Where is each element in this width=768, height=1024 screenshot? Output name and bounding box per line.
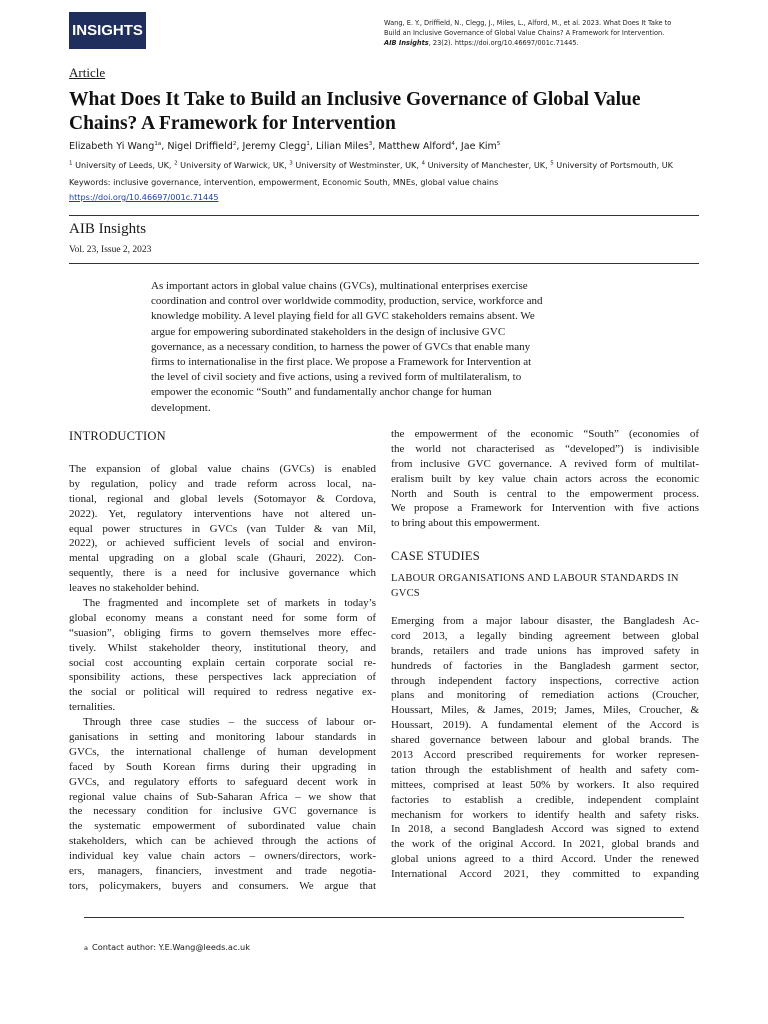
body-line: equal power structures in GVCs (van Tulder & van Mil, [69,522,376,535]
volume-issue: Vol. 23, Issue 2, 2023 [69,245,152,255]
body-line: ers, managers, financiers, investment and trade negotia- [69,865,376,878]
author-sup: 2 [232,141,237,147]
footnote [84,942,250,952]
body-line: In 2018, a second Bangladesh Accord was signed to extend [391,823,699,836]
footnote-mark: a [84,944,88,952]
affiliation: University of Manchester, UK [427,160,546,170]
body-line: stakeholders, which can be achieved through the actions of [69,835,376,848]
body-line: social cost accounting explain certain corporate social re- [69,656,376,669]
body-line: 2022). Yet, regulatory interventions have not altered un- [69,507,376,520]
article-type-label[interactable]: Article [69,65,106,80]
body-line: GVCs, and regulatory efforts to safeguard decent work in [69,775,376,788]
affiliation: University of Westminster, UK [295,160,417,170]
author-list: Elizabeth Yi Wang$^{1a}$, Nigel Driffield$^2$, Jeremy Clegg$^1$, Lilian Miles$^3$, Matthew Alford$^4$, Jae Kim$^5$ [69,141,501,153]
author: Matthew Alford [378,141,452,153]
doi-link[interactable]: https://doi.org/10.46697/001c.71445 [69,192,219,202]
body-line: 2022), or achieved sufficient levels of social and environ- [69,537,376,550]
body-line: sequently, there is a need for inclusive governance which [69,567,376,580]
keywords: Keywords: inclusive governance, intervention, empowerment, Economic South, MNEs, global value chains [69,177,499,187]
author-sup: 5 [496,141,501,147]
subheading-line: GVCS [391,588,420,599]
abstract-line: argue for empowering subordinated stakeholders in the design of inclusive GVC [151,325,506,338]
abstract-line: firms to internationalise in the first place. We propose a Framework for Intervention at [151,356,532,369]
author: Jae Kim [460,141,497,153]
body-line: tively. Whilst stakeholder theory, institutional theory, and [69,641,376,654]
body-line: hundreds of factories in the Bangladesh garment sector, [391,659,699,672]
body-line: The expansion of global value chains (GVCs) is enabled [69,463,376,475]
body-line: individual key value chain actors – owners/directors, work- [69,850,376,863]
citation-line-2: Build an Inclusive Governance of Global Value Chains? A Framework for Intervention. [384,29,665,37]
body-line: the social or political will required to redress negative ex- [69,686,376,699]
body-line: sponsibility actions, these perspectives lack appreciation of [69,671,376,684]
header-divider-bottom [69,263,699,264]
author: Lilian Miles [315,141,369,153]
left-column-body [69,462,376,894]
abstract-line: knowledge mobility. A level playing field for all GVC stakeholders remains absent. We [151,310,535,323]
header-divider [69,215,699,216]
body-line: International Accord 2021, they committed to expanding [391,868,699,881]
citation-line-3 [384,38,704,48]
abstract-line: empower the economic “South” and fundamentally anchor change for human [151,386,492,399]
body-line: tional, regional and global levels (Sotomayor & Cordova, [69,492,376,505]
body-line: factories to establish a credible, independent complaint [391,793,699,806]
abstract [151,279,621,416]
affiliation: University of Portsmouth, UK [556,160,673,170]
abstract-line: governance, as a necessary condition, to harness the power of GVCs that enable many [151,340,531,353]
body-line: by regulation, policy and trade reform across local, na- [69,477,376,490]
body-line: Through three case studies – the success of labour or- [83,716,376,729]
body-line: through independent factory inspections, corrective action [391,674,699,687]
body-line: from inclusive GVC governance. A revived form of multilat- [391,457,699,470]
abstract-line: development. [151,401,211,414]
body-line: brands, retailers and trade unions has improved safety in [391,644,699,657]
title-line-2: Chains? A Framework for Intervention [69,113,396,134]
affil-sup: 1 [69,160,73,167]
affil-sup: 2 [174,160,178,167]
body-line: the empowerment of the economic “South” (economies of [391,428,699,440]
title-line-1: What Does It Take to Build an Inclusive Governance of Global Value [69,89,641,110]
journal-name: AIB Insights [69,221,147,237]
right-column-bottom [391,614,699,882]
body-line: mittees, comprised at least 50% by workers. It also required [391,778,699,791]
body-line: to bring about this empowerment. [391,517,540,530]
body-line: shared governance between labour and global brands. The [391,734,699,747]
body-line: The fragmented and incomplete set of markets in today’s [83,597,376,610]
affil-sup: 3 [289,160,293,167]
body-line: tation through the establishment of health and safety com- [391,763,699,776]
body-line: the systematic empowerment of subordinated value chain [69,820,376,833]
affil-sup: 4 [421,160,425,167]
body-line: cord 2013, a legally binding agreement between global [391,629,699,642]
author: Elizabeth Yi Wang [69,141,155,153]
affil-sup: 5 [550,160,554,167]
body-line: eralism built by key value chain actors across the economic [391,472,699,485]
subsection-heading [391,571,679,601]
abstract-line: As important actors in global value chains (GVCs), multinational enterprises exercise [151,280,528,292]
journal-logo: INSIGHTS [69,12,146,49]
body-line: ganisations in setting and monitoring labour standards in [69,731,376,744]
body-line: regional value chains of Sub-Saharan Africa – we show that [69,790,376,803]
author: Nigel Driffield [167,141,233,153]
body-line: We propose a Framework for Intervention with five actions [391,502,699,515]
citation-block [384,18,704,48]
introduction-heading: INTRODUCTION [69,429,166,443]
abstract-line: coordination and control over worldwide commodity, production, service, workforce and [151,295,543,308]
right-column-top [391,427,699,531]
footnote-text: Contact author: Y.E.Wang@leeds.ac.uk [91,942,250,952]
author-sup: 1 [306,141,310,147]
author-sup: 4 [451,141,455,147]
author: Jeremy Clegg [242,141,307,153]
body-line: the necessary condition for inclusive GVC governance is [69,805,376,818]
body-line: mental upgrading on a global scale (Ghauri, 2022). Con- [69,552,376,565]
citation-volume-doi: , 23(2). https://doi.org/10.46697/001c.71445. [428,39,579,47]
body-line: North and South is central to the empowerment process. [391,487,699,500]
body-line: the world not characterised as “developed”) is indivisible [391,442,699,455]
body-line: Emerging from a major labour disaster, the Bangladesh Ac- [391,615,699,627]
affiliation-list: $^1$ University of Leeds, UK, $^2$ University of Warwick, UK, $^3$ University of Westminster, UK, $^4$ University of Manchester, UK, $^5$ University of Portsmouth, UK [69,160,673,170]
author-sup: 1a [154,141,162,147]
body-line: ternalities. [69,701,116,714]
body-line: Houssart, 2019). A fundamental element of the Accord is [391,719,699,732]
author-sup: 3 [368,141,373,147]
footnote-divider [84,917,684,918]
body-line: Houssart, Miles, & James, 2019; James, Miles, Croucher, & [391,704,699,717]
case-studies-heading: CASE STUDIES [391,549,480,563]
affiliation: University of Warwick, UK [180,160,285,170]
citation-line-1: Wang, E. Y., Driffield, N., Clegg, J., Miles, L., Alford, M., et al. 2023. What Does It Take to [384,19,672,27]
citation-journal: AIB Insights [384,39,429,47]
body-line: leaves no stakeholder behind. [69,582,200,595]
body-line: GVCs, the international challenge of human development [69,745,376,758]
body-line: faced by South Korean firms during their upgrading in [69,760,376,773]
body-line: plans and monitoring of remediation actions (Croucher, [391,689,699,702]
affiliation: University of Leeds, UK [75,160,169,170]
body-line: the work of the original Accord. In 2021, global brands and [391,838,699,851]
body-line: “suasion”, obliging firms to govern themselves more effec- [69,626,376,639]
subheading-line: LABOUR ORGANISATIONS AND LABOUR STANDARDS IN [391,573,679,584]
body-line: global unions agreed to a third Accord. Under the renewed [391,853,699,866]
body-line: tors, policymakers, buyers and consumers. We argue that [69,879,376,892]
body-line: global economy means a constant need for some form of [69,611,376,624]
body-line: mechanism for workers to identify health and safety risks. [391,808,699,821]
paper-title [69,88,709,136]
body-line: 2013 Accord prescribed requirements for worker represen- [391,749,699,762]
abstract-line: the level of civil society and five actions, using a revived form of multilateralism, to [151,371,522,384]
